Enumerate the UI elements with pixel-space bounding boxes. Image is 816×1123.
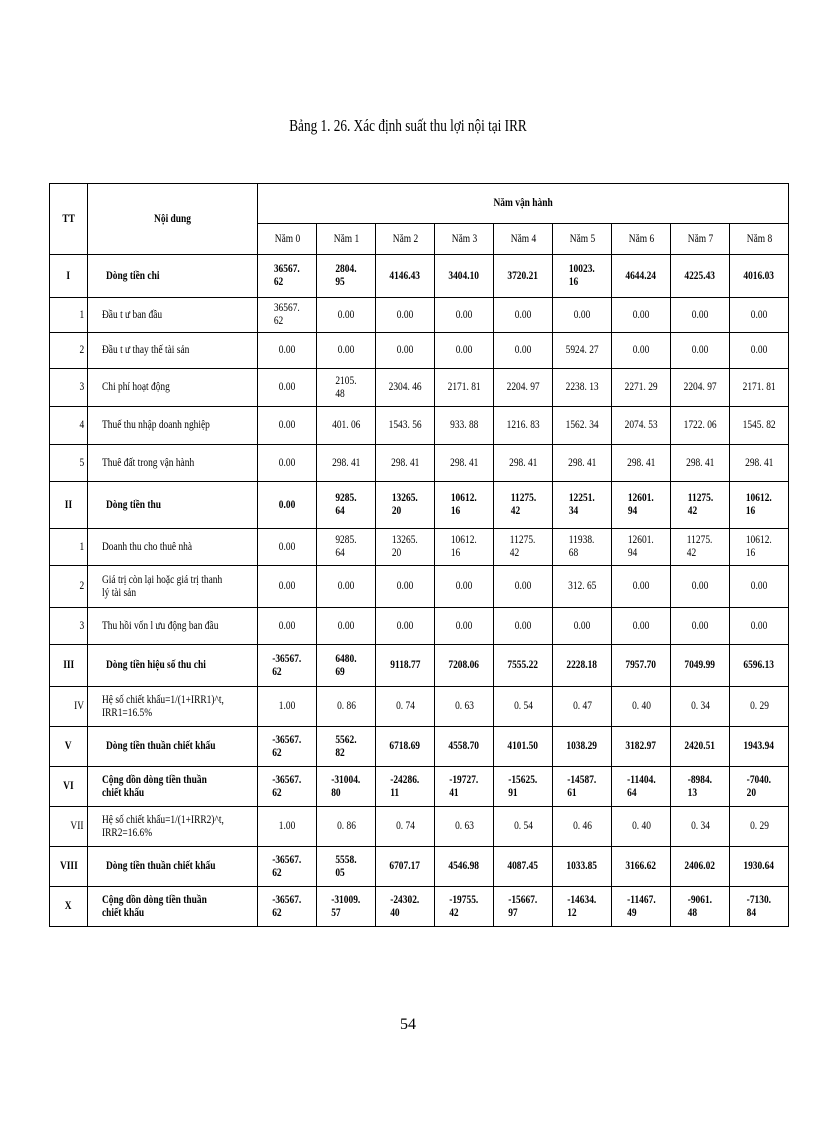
value-cell: 0.00	[258, 369, 317, 407]
value-cell: 0.00	[317, 298, 376, 333]
value-cell: 0.00	[258, 608, 317, 645]
value-cell: 11938. 68	[553, 529, 612, 566]
value-cell: 36567. 62	[258, 298, 317, 333]
value-cell: 2204. 97	[671, 369, 730, 407]
value-cell: 0. 40	[612, 807, 671, 847]
value-cell: 11275. 42	[494, 529, 553, 566]
value-cell: 1545. 82	[730, 407, 789, 445]
row-label: Cộng dồn dòng tiền thuần chiết khấu	[88, 767, 258, 807]
row-label: Đầu t ư ban đầu	[88, 298, 258, 333]
value-cell: 0.00	[553, 298, 612, 333]
table-row	[50, 566, 789, 608]
table-row	[50, 333, 789, 369]
value-cell: -36567. 62	[258, 887, 317, 927]
value-cell: 5558. 05	[317, 847, 376, 887]
value-cell: 0.00	[730, 333, 789, 369]
value-cell: 933. 88	[435, 407, 494, 445]
row-label: Giá trị còn lại hoặc giá trị thanh lý tài sản	[88, 566, 258, 608]
value-cell: 0.00	[671, 298, 730, 333]
value-cell: 7957.70	[612, 645, 671, 687]
value-cell: 0.00	[612, 298, 671, 333]
value-cell: 0.00	[553, 608, 612, 645]
value-cell: -24286. 11	[376, 767, 435, 807]
row-number: II	[50, 482, 88, 529]
row-label: Hệ số chiết khấu=1/(1+IRR2)^t, IRR2=16.6%	[88, 807, 258, 847]
value-cell: 0.00	[258, 482, 317, 529]
value-cell: 1930.64	[730, 847, 789, 887]
row-number: 3	[50, 369, 88, 407]
row-label: Dòng tiền thu	[88, 482, 258, 529]
value-cell: 11275. 42	[671, 529, 730, 566]
row-number: X	[50, 887, 88, 927]
value-cell: 0. 34	[671, 687, 730, 727]
header-content: Nội dung	[88, 184, 258, 255]
value-cell: -14634. 12	[553, 887, 612, 927]
table-caption: Bảng 1. 26. Xác định suất thu lợi nội tại IRR	[289, 116, 527, 135]
value-cell: -11467. 49	[612, 887, 671, 927]
value-cell: 298. 41	[494, 445, 553, 482]
table-row	[50, 407, 789, 445]
value-cell: 3166.62	[612, 847, 671, 887]
value-cell: 2105. 48	[317, 369, 376, 407]
table-row	[50, 298, 789, 333]
table-row	[50, 529, 789, 566]
row-label: Dòng tiền hiệu số thu chi	[88, 645, 258, 687]
value-cell: -11404. 64	[612, 767, 671, 807]
table-row	[50, 727, 789, 767]
value-cell: 0.00	[258, 333, 317, 369]
value-cell: 0.00	[494, 566, 553, 608]
table-row	[50, 767, 789, 807]
value-cell: 4546.98	[435, 847, 494, 887]
value-cell: 4146.43	[376, 255, 435, 298]
row-label: Dòng tiền thuần chiết khấu	[88, 847, 258, 887]
value-cell: 0.00	[258, 407, 317, 445]
value-cell: 0.00	[435, 566, 494, 608]
value-cell: 298. 41	[612, 445, 671, 482]
value-cell: -19727. 41	[435, 767, 494, 807]
row-number: VIII	[50, 847, 88, 887]
value-cell: 9118.77	[376, 645, 435, 687]
value-cell: 0.00	[376, 608, 435, 645]
value-cell: 0.00	[376, 333, 435, 369]
value-cell: 4644.24	[612, 255, 671, 298]
value-cell: 10612. 16	[730, 482, 789, 529]
value-cell: 0. 63	[435, 687, 494, 727]
table-row	[50, 645, 789, 687]
page-number: 54	[400, 1016, 416, 1033]
value-cell: 4225.43	[671, 255, 730, 298]
value-cell: -9061. 48	[671, 887, 730, 927]
value-cell: 0. 46	[553, 807, 612, 847]
value-cell: -36567. 62	[258, 767, 317, 807]
table-row	[50, 887, 789, 927]
value-cell: 12601. 94	[612, 529, 671, 566]
value-cell: -24302. 40	[376, 887, 435, 927]
row-label: Dòng tiền chi	[88, 255, 258, 298]
row-label: Doanh thu cho thuê nhà	[88, 529, 258, 566]
value-cell: 0.00	[258, 566, 317, 608]
value-cell: -7040. 20	[730, 767, 789, 807]
value-cell: 11275. 42	[494, 482, 553, 529]
value-cell: 1033.85	[553, 847, 612, 887]
value-cell: 0. 29	[730, 807, 789, 847]
value-cell: 2304. 46	[376, 369, 435, 407]
value-cell: 0.00	[671, 566, 730, 608]
row-number: 3	[50, 608, 88, 645]
value-cell: 0.00	[494, 333, 553, 369]
value-cell: -31009. 57	[317, 887, 376, 927]
value-cell: 7049.99	[671, 645, 730, 687]
value-cell: 2171. 81	[730, 369, 789, 407]
value-cell: 0.00	[317, 333, 376, 369]
value-cell: 0. 63	[435, 807, 494, 847]
row-label: Chi phí hoạt động	[88, 369, 258, 407]
year-header-0: Năm 0	[258, 224, 317, 255]
row-number: 1	[50, 298, 88, 333]
value-cell: 10612. 16	[435, 529, 494, 566]
row-number: 2	[50, 566, 88, 608]
value-cell: -31004. 80	[317, 767, 376, 807]
value-cell: 0.00	[730, 566, 789, 608]
value-cell: 1722. 06	[671, 407, 730, 445]
value-cell: 2074. 53	[612, 407, 671, 445]
value-cell: 0.00	[435, 608, 494, 645]
value-cell: 0. 40	[612, 687, 671, 727]
value-cell: 4016.03	[730, 255, 789, 298]
value-cell: 1943.94	[730, 727, 789, 767]
irr-table	[49, 183, 789, 927]
value-cell: 2804. 95	[317, 255, 376, 298]
value-cell: 10612. 16	[730, 529, 789, 566]
value-cell: 0.00	[317, 566, 376, 608]
value-cell: 0. 34	[671, 807, 730, 847]
value-cell: 4101.50	[494, 727, 553, 767]
value-cell: 0. 86	[317, 687, 376, 727]
value-cell: 10023. 16	[553, 255, 612, 298]
value-cell: 2171. 81	[435, 369, 494, 407]
header-operating-years: Năm vận hành	[258, 184, 789, 224]
row-number: III	[50, 645, 88, 687]
value-cell: 0. 54	[494, 807, 553, 847]
value-cell: 0.00	[258, 529, 317, 566]
value-cell: -15667. 97	[494, 887, 553, 927]
year-header-6: Năm 6	[612, 224, 671, 255]
value-cell: 9285. 64	[317, 529, 376, 566]
value-cell: 0. 74	[376, 687, 435, 727]
value-cell: -36567. 62	[258, 645, 317, 687]
value-cell: 298. 41	[730, 445, 789, 482]
value-cell: 1038.29	[553, 727, 612, 767]
value-cell: 10612. 16	[435, 482, 494, 529]
value-cell: 0.00	[317, 608, 376, 645]
row-number: IV	[50, 687, 88, 727]
value-cell: 401. 06	[317, 407, 376, 445]
value-cell: 0.00	[612, 566, 671, 608]
table-row	[50, 482, 789, 529]
value-cell: 298. 41	[553, 445, 612, 482]
value-cell: 0.00	[612, 608, 671, 645]
value-cell: 4087.45	[494, 847, 553, 887]
year-header-4: Năm 4	[494, 224, 553, 255]
value-cell: 5924. 27	[553, 333, 612, 369]
value-cell: 298. 41	[317, 445, 376, 482]
row-number: I	[50, 255, 88, 298]
value-cell: -15625. 91	[494, 767, 553, 807]
value-cell: 0.00	[494, 298, 553, 333]
value-cell: 298. 41	[435, 445, 494, 482]
value-cell: 2406.02	[671, 847, 730, 887]
value-cell: 11275. 42	[671, 482, 730, 529]
value-cell: 0.00	[435, 298, 494, 333]
row-label: Đầu t ư thay thế tài sản	[88, 333, 258, 369]
value-cell: 312. 65	[553, 566, 612, 608]
value-cell: 1543. 56	[376, 407, 435, 445]
row-label: Hệ số chiết khấu=1/(1+IRR1)^t, IRR1=16.5%	[88, 687, 258, 727]
value-cell: 1.00	[258, 807, 317, 847]
table-row	[50, 807, 789, 847]
row-label: Thuê đất trong vận hành	[88, 445, 258, 482]
value-cell: 6480. 69	[317, 645, 376, 687]
table-row	[50, 255, 789, 298]
value-cell: 0.00	[258, 445, 317, 482]
value-cell: 2228.18	[553, 645, 612, 687]
row-number: V	[50, 727, 88, 767]
value-cell: 2238. 13	[553, 369, 612, 407]
value-cell: 13265. 20	[376, 529, 435, 566]
value-cell: 0. 86	[317, 807, 376, 847]
table-row	[50, 608, 789, 645]
value-cell: -8984. 13	[671, 767, 730, 807]
row-label: Thuế thu nhập doanh nghiệp	[88, 407, 258, 445]
table-row	[50, 445, 789, 482]
value-cell: 1562. 34	[553, 407, 612, 445]
row-label: Cộng dồn dòng tiền thuần chiết khấu	[88, 887, 258, 927]
value-cell: 0.00	[612, 333, 671, 369]
value-cell: 5562. 82	[317, 727, 376, 767]
value-cell: -14587. 61	[553, 767, 612, 807]
header-tt: TT	[50, 184, 88, 255]
year-header-7: Năm 7	[671, 224, 730, 255]
table-row	[50, 687, 789, 727]
value-cell: -36567. 62	[258, 847, 317, 887]
row-number: VI	[50, 767, 88, 807]
value-cell: 298. 41	[671, 445, 730, 482]
value-cell: 0.00	[671, 608, 730, 645]
value-cell: 12601. 94	[612, 482, 671, 529]
value-cell: 2420.51	[671, 727, 730, 767]
year-header-3: Năm 3	[435, 224, 494, 255]
value-cell: 0.00	[376, 566, 435, 608]
value-cell: 6596.13	[730, 645, 789, 687]
row-label: Dòng tiền thuần chiết khấu	[88, 727, 258, 767]
value-cell: 9285. 64	[317, 482, 376, 529]
table-row	[50, 369, 789, 407]
row-number: 1	[50, 529, 88, 566]
value-cell: 3182.97	[612, 727, 671, 767]
row-number: 5	[50, 445, 88, 482]
year-header-8: Năm 8	[730, 224, 789, 255]
value-cell: 0. 74	[376, 807, 435, 847]
value-cell: 1216. 83	[494, 407, 553, 445]
value-cell: 0.00	[435, 333, 494, 369]
value-cell: 3404.10	[435, 255, 494, 298]
value-cell: 7555.22	[494, 645, 553, 687]
value-cell: 0. 54	[494, 687, 553, 727]
year-header-1: Năm 1	[317, 224, 376, 255]
value-cell: 6718.69	[376, 727, 435, 767]
row-number: 2	[50, 333, 88, 369]
value-cell: 12251. 34	[553, 482, 612, 529]
value-cell: 6707.17	[376, 847, 435, 887]
value-cell: 0.00	[671, 333, 730, 369]
year-header-5: Năm 5	[553, 224, 612, 255]
value-cell: -19755. 42	[435, 887, 494, 927]
value-cell: 298. 41	[376, 445, 435, 482]
value-cell: 0.00	[730, 608, 789, 645]
value-cell: -36567. 62	[258, 727, 317, 767]
value-cell: 2204. 97	[494, 369, 553, 407]
value-cell: -7130. 84	[730, 887, 789, 927]
value-cell: 3720.21	[494, 255, 553, 298]
row-number: 4	[50, 407, 88, 445]
value-cell: 7208.06	[435, 645, 494, 687]
table-body	[50, 255, 789, 927]
table-row	[50, 847, 789, 887]
year-header-2: Năm 2	[376, 224, 435, 255]
value-cell: 0. 29	[730, 687, 789, 727]
value-cell: 2271. 29	[612, 369, 671, 407]
value-cell: 0.00	[730, 298, 789, 333]
value-cell: 36567. 62	[258, 255, 317, 298]
row-label: Thu hồi vốn l ưu động ban đầu	[88, 608, 258, 645]
value-cell: 0. 47	[553, 687, 612, 727]
value-cell: 4558.70	[435, 727, 494, 767]
value-cell: 0.00	[376, 298, 435, 333]
value-cell: 13265. 20	[376, 482, 435, 529]
value-cell: 1.00	[258, 687, 317, 727]
row-number: VII	[50, 807, 88, 847]
value-cell: 0.00	[494, 608, 553, 645]
